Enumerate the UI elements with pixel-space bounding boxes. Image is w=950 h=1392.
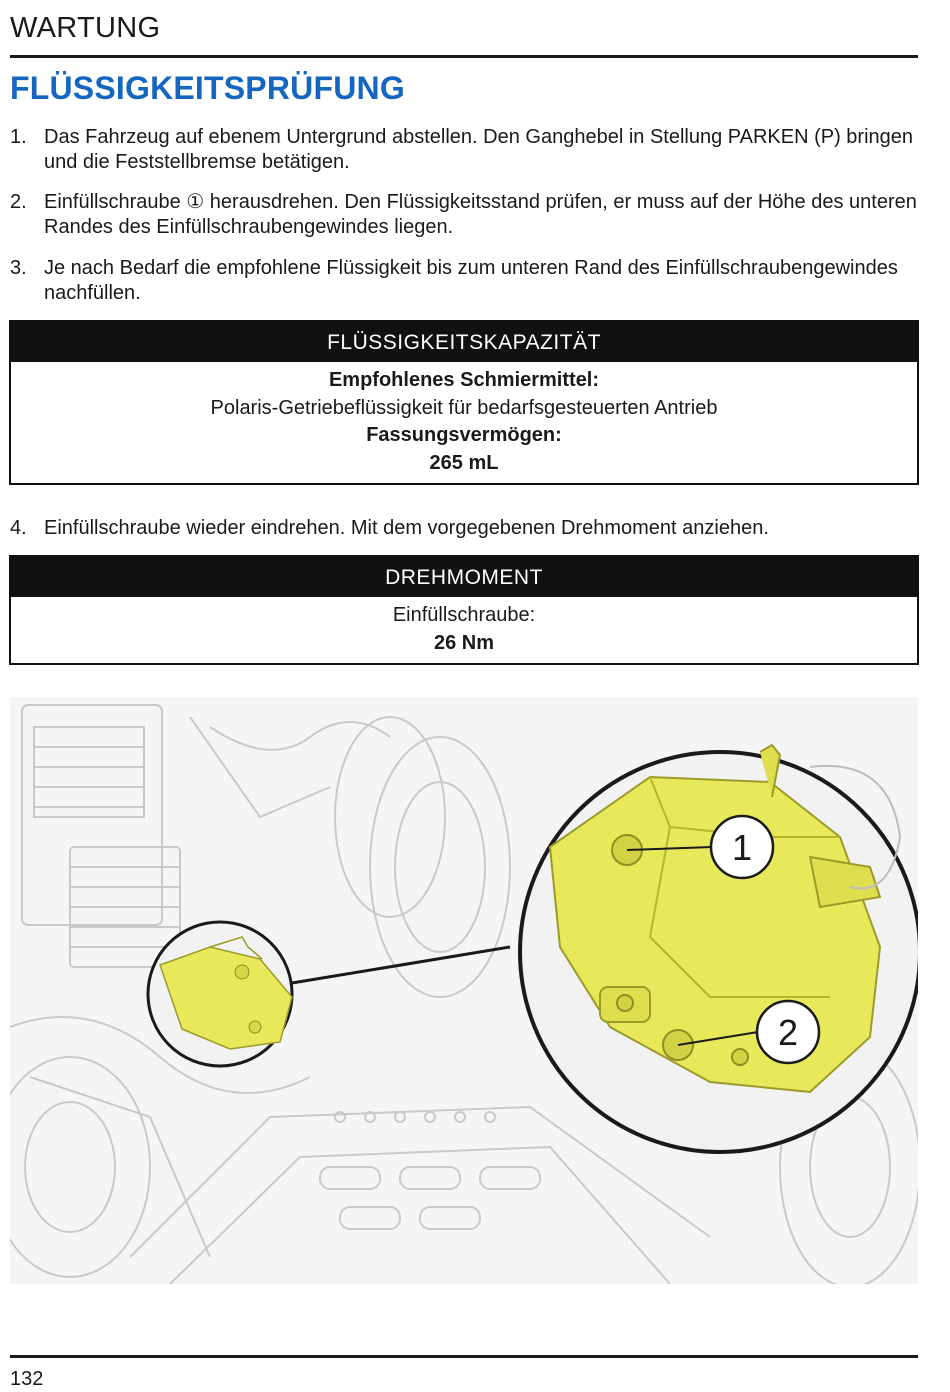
torque-box xyxy=(9,555,919,665)
page-number: 132 xyxy=(10,1368,44,1390)
step-1 xyxy=(10,125,920,175)
footer-rule xyxy=(10,1355,918,1358)
lubricant-label: Empfohlenes Schmiermittel: xyxy=(328,369,600,391)
step-text: Einfüllschraube ① herausdrehen. Den Flüssigkeitsstand prüfen, er muss auf der Höhe des unteren Randes des Einfüllschraubengewindes liegen. xyxy=(44,191,917,238)
gearcase-illustration xyxy=(10,697,918,1284)
svg-text:2: 2 xyxy=(777,1012,799,1053)
step-text: Je nach Bedarf die empfohlene Flüssigkeit bis zum unteren Rand des Einfüllschraubengewindes nachfüllen. xyxy=(44,257,898,304)
step-number: 3. xyxy=(10,257,27,279)
svg-text:1: 1 xyxy=(731,827,753,868)
torque-body xyxy=(11,597,917,663)
callout-1 xyxy=(711,816,773,878)
section-header: WARTUNG xyxy=(10,12,161,44)
vehicle-drawing xyxy=(10,697,918,1284)
step-3 xyxy=(10,256,920,306)
torque-label: Einfüllschraube: xyxy=(392,604,536,626)
fluid-capacity-body xyxy=(11,362,917,483)
torque-value: 26 Nm xyxy=(433,631,495,654)
capacity-label: Fassungsvermögen: xyxy=(366,424,562,446)
fluid-capacity-heading: FLÜSSIGKEITSKAPAZITÄT xyxy=(11,322,917,362)
fluid-capacity-box xyxy=(9,320,919,485)
step-number: 2. xyxy=(10,191,27,213)
torque-heading: DREHMOMENT xyxy=(11,557,917,597)
lubricant-value: Polaris-Getriebeflüssigkeit für bedarfsgesteuerten Antrieb xyxy=(210,396,718,419)
step-number: 4. xyxy=(10,517,27,539)
capacity-value: 265 mL xyxy=(429,451,499,474)
header-rule xyxy=(10,55,918,58)
step-text: Das Fahrzeug auf ebenem Untergrund abstellen. Den Ganghebel in Stellung PARKEN (P) bringen und die Feststellbremse betätigen. xyxy=(44,126,914,173)
callout-2 xyxy=(757,1001,819,1063)
step-text: Einfüllschraube wieder eindrehen. Mit dem vorgegebenen Drehmoment anziehen. xyxy=(44,517,769,539)
page-title: FLÜSSIGKEITSPRÜFUNG xyxy=(10,70,405,106)
step-number: 1. xyxy=(10,126,27,148)
step-2 xyxy=(10,190,920,240)
step-4 xyxy=(10,516,920,541)
